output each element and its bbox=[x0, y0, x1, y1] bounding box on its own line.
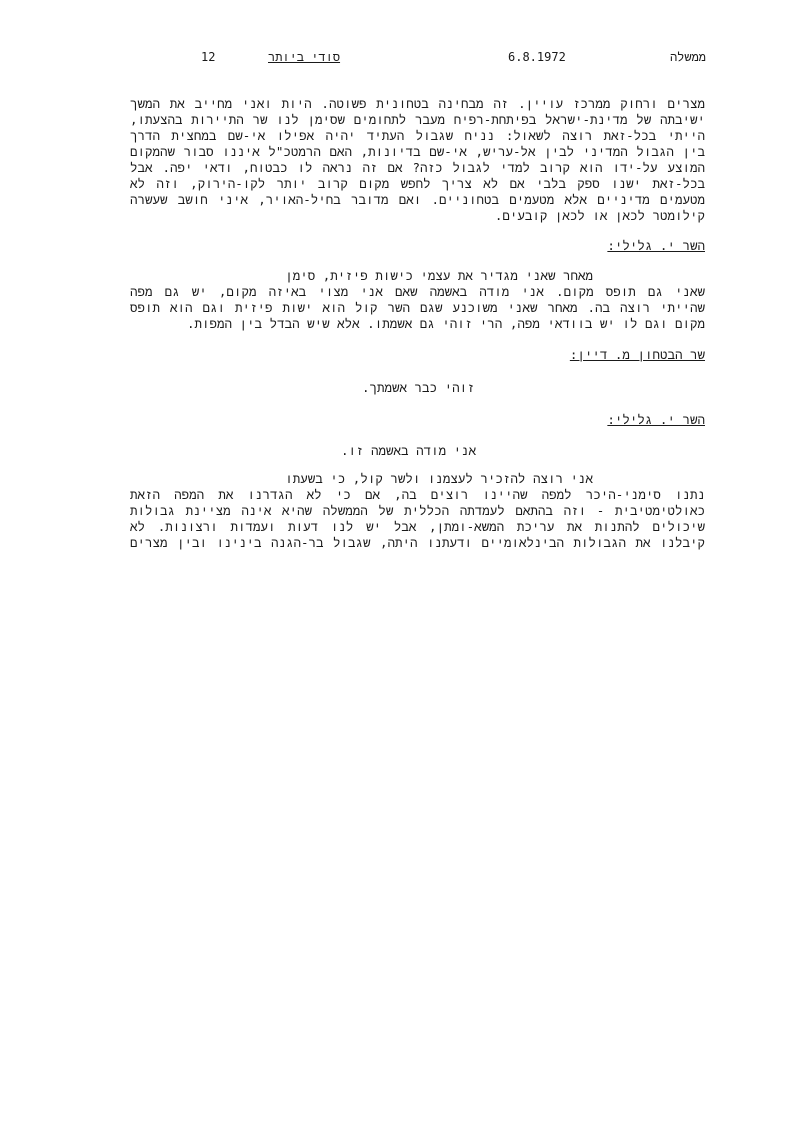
paragraph-line: שאני גם תופס מקום. אני מודה באשמה שאם אני מצוי באיזה מקום, יש גם מפה bbox=[130, 284, 705, 299]
paragraph-line: הייתי בכל-זאת רוצה לשאול: נניח שגבול העתיד יהיה אפילו אי-שם במחצית הדרך bbox=[130, 128, 705, 143]
paragraph-line: בכל-זאת ישנו ספק בלבי אם לא צריך לחפש מקום קרוב יותר לקו-הירוק, וזה לא bbox=[130, 176, 705, 191]
header-classification: סודי ביותר bbox=[268, 50, 341, 64]
paragraph-3 bbox=[130, 471, 705, 551]
paragraph-line: מאחר שאני מגדיר את עצמי כישות פיזית, סימן bbox=[285, 268, 593, 283]
header-date: 6.8.1972 bbox=[508, 50, 566, 64]
page-header bbox=[0, 50, 800, 70]
paragraph-line: אני רוצה להזכיר לעצמנו ולשר קול, כי בשעתו bbox=[285, 471, 593, 486]
paragraph-line: קיבלנו את הגבולות הבינלאומיים ודעתנו היתה, שגבול בר-הגנה בינינו ובין מצרים bbox=[130, 535, 705, 550]
paragraph-1 bbox=[130, 96, 705, 224]
paragraph-line: מקום וגם לו יש בוודאי מפה, הרי זוהי גם אשמתו. אלא שיש הבדל בין המפות. bbox=[187, 316, 705, 331]
header-ministry: ממשלה bbox=[669, 50, 706, 64]
paragraph-line: כאולטימטיבית - וזה בהתאם לעמדתה הכללית של הממשלה שהיא אינה מציינת גבולות bbox=[130, 503, 705, 518]
paragraph-line: שהייתי רוצה בה. מאחר שאני משוכנע שגם השר קול הוא ישות פיזית וגם הוא תופס bbox=[130, 300, 705, 315]
paragraph-line: נתנו סימני-היכר למפה שהיינו רוצים בה, אם כי לא הגדרנו את המפה הזאת bbox=[130, 487, 705, 502]
speaker-galili-1: השר י. גלילי: bbox=[607, 238, 705, 253]
galili-line: אני מודה באשמה זו. bbox=[341, 443, 477, 458]
paragraph-2 bbox=[130, 268, 705, 332]
speaker-galili-2: השר י. גלילי: bbox=[607, 412, 705, 427]
header-page-number: 12 bbox=[201, 50, 216, 64]
paragraph-line: בין הגבול המדיני לבין אל-עריש, אי-שם בדיונות, האם הרמטכ"ל איננו סבור שהמקום bbox=[130, 144, 705, 159]
speaker-dayan: שר הבטחון מ. דיין: bbox=[569, 347, 705, 362]
paragraph-line: מטעמים מדיניים אלא מטעמים בטחוניים. ואם מדובר בחיל-האויר, איני חושב שעשרה bbox=[130, 192, 705, 207]
dayan-line: זוהי כבר אשמתך. bbox=[362, 380, 475, 395]
paragraph-line: מצרים ורחוק ממרכז עויין. זה מבחינה בטחונית פשוטה. היות ואני מחייב את המשך bbox=[130, 96, 705, 111]
paragraph-line: ישיבתה של מדינת-ישראל בפיתחת-רפיח מעבר לתחומים שסימן לנו שר התיירות בהצעתו, bbox=[130, 112, 705, 127]
paragraph-line: שיכולים להתנות את עריכת המשא-ומתן, אבל יש לנו דעות ועמדות ורצונות. לא bbox=[130, 519, 705, 534]
paragraph-line: המוצע על-ידו הוא קרוב למדי לגבול כזה? אם זה נראה לו כבטוח, ודאי יפה. אבל bbox=[130, 160, 705, 175]
paragraph-line: קילומטר לכאן או לכאן קובעים. bbox=[494, 208, 705, 223]
